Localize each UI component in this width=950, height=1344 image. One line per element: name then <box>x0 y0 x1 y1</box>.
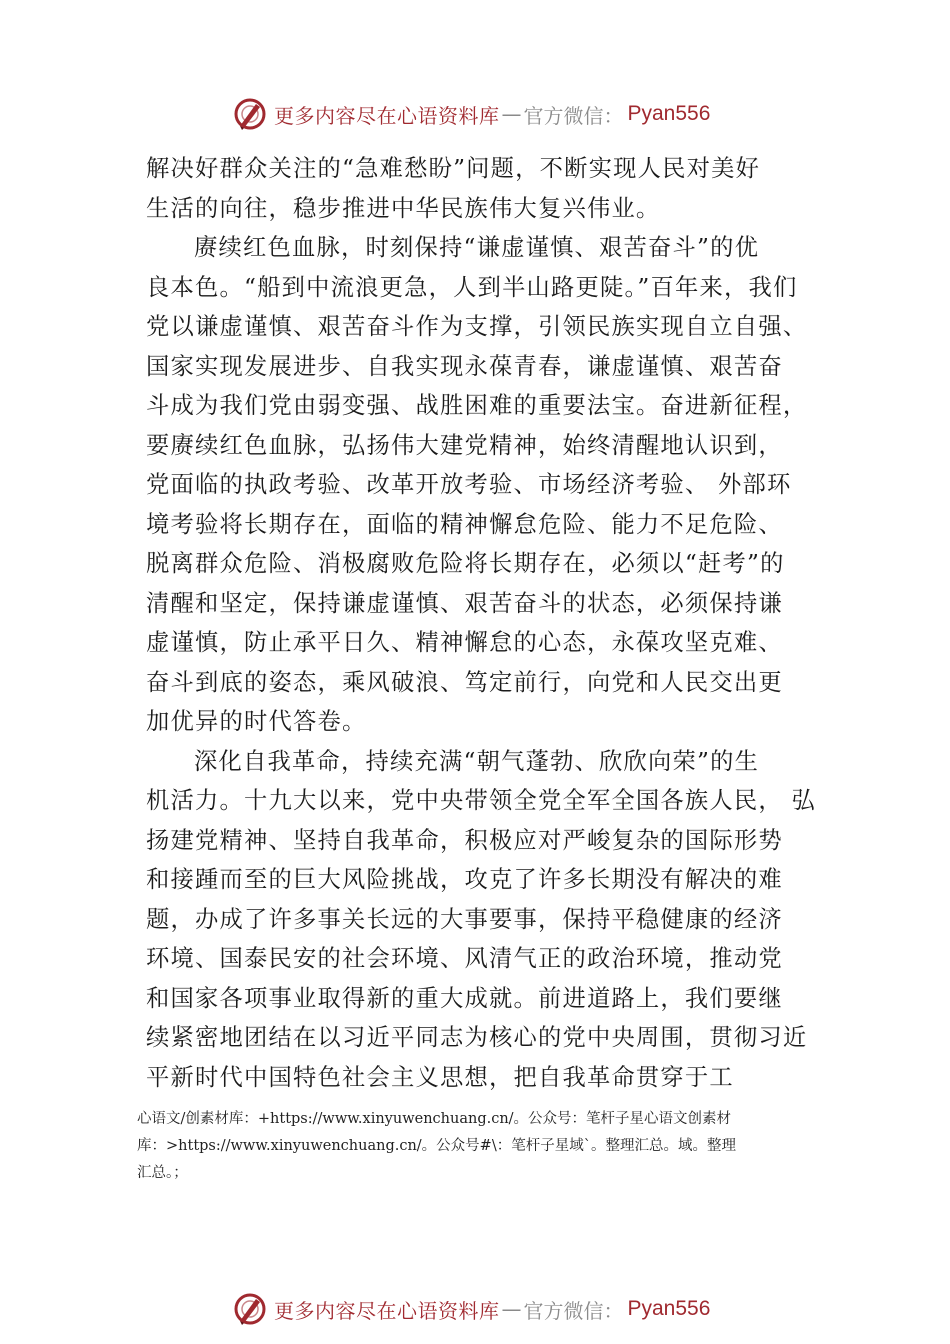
pen-circle-logo-icon <box>232 96 268 132</box>
text-line: 要赓续红色血脉，弘扬伟大建党精神，始终清醒地认识到， <box>146 431 783 459</box>
text-line: 和国家各项事业取得新的重大成就。前进道路上，我们要继 <box>146 984 783 1012</box>
site-name: 更多内容尽在心语资料库 <box>274 1298 500 1323</box>
text-line: 题，办成了许多事关长远的大事要事，保持平稳健康的经济 <box>146 905 783 933</box>
wechat-id: Pyan556 <box>627 102 711 125</box>
paragraph-start-line: 深化自我革命，持续充满“朝气蓬勃、欣欣向荣”的生 <box>194 747 760 775</box>
banner-separator: — <box>501 1297 522 1321</box>
text-line: 环境、国泰民安的社会环境、风清气正的政治环境，推动党 <box>146 945 783 972</box>
text-line: 平新时代中国特色社会主义思想，把自我革命贯穿于工 <box>146 1063 734 1091</box>
footer-banner <box>232 1289 710 1329</box>
text-line: 续紧密地团结在以习近平同志为核心的党中央周围，贯彻习近 <box>146 1024 808 1051</box>
text-line: 境考验将长期存在，面临的精神懈怠危险、能力不足危险、 <box>146 510 783 538</box>
footnote-line: 心语文/创素材库：+https://www.xinyuwenchuang.cn/。公众号：笔杆子星心语文创素材 <box>137 1111 732 1127</box>
text-line: 国家实现发展进步、自我实现永葆青春，谦虚谨慎、艰苦奋 <box>146 352 783 380</box>
text-line: 扬建党精神、坚持自我革命，积极应对严峻复杂的国际形势 <box>146 826 783 854</box>
text-line: 斗成为我们党由弱变强、战胜困难的重要法宝。奋进新征程， <box>146 392 808 419</box>
source-footnote <box>137 1106 827 1187</box>
text-line: 清醒和坚定，保持谦虚谨慎、艰苦奋斗的状态，必须保持谦 <box>146 589 783 617</box>
footnote-line: 汇总。； <box>137 1165 188 1181</box>
text-line: 脱离群众危险、消极腐败危险将长期存在，必须以“赶考”的 <box>146 550 785 577</box>
wechat-label: 官方微信： <box>523 103 624 128</box>
text-line: 生活的向往，稳步推进中华民族伟大复兴伟业。 <box>146 194 661 222</box>
wechat-label: 官方微信： <box>523 1298 624 1323</box>
document-body <box>146 149 826 1097</box>
text-line: 奋斗到底的姿态，乘风破浪、笃定前行，向党和人民交出更 <box>146 668 783 696</box>
pen-circle-logo-icon <box>232 1291 268 1327</box>
site-name: 更多内容尽在心语资料库 <box>274 103 500 128</box>
text-line: 党面临的执政考验、改革开放考验、市场经济考验、 外部环 <box>146 471 792 498</box>
text-line: 虚谨慎，防止承平日久、精神懈怠的心态，永葆攻坚克难、 <box>146 629 783 656</box>
text-line: 良本色。“船到中流浪更急，人到半山路更陡。”百年来，我们 <box>146 273 798 301</box>
text-line: 加优异的时代答卷。 <box>146 708 367 735</box>
text-line: 和接踵而至的巨大风险挑战，攻克了许多长期没有解决的难 <box>146 866 783 893</box>
paragraph-start-line: 赓续红色血脉，时刻保持“谦虚谨慎、艰苦奋斗”的优 <box>194 234 760 261</box>
wechat-id: Pyan556 <box>627 1297 711 1320</box>
text-line: 机活力。十九大以来，党中央带领全党全军全国各族人民， 弘 <box>146 787 817 814</box>
text-line: 党以谦虚谨慎、艰苦奋斗作为支撑，引领民族实现自立自强、 <box>146 313 808 340</box>
header-banner <box>232 94 710 134</box>
text-line: 解决好群众关注的“急难愁盼”问题，不断实现人民对美好 <box>146 155 761 182</box>
banner-separator: — <box>501 102 522 126</box>
footnote-line: 库：>https://www.xinyuwenchuang.cn/。公众号#\：笔杆子星域`。整理汇总。域。整理 <box>137 1138 736 1154</box>
